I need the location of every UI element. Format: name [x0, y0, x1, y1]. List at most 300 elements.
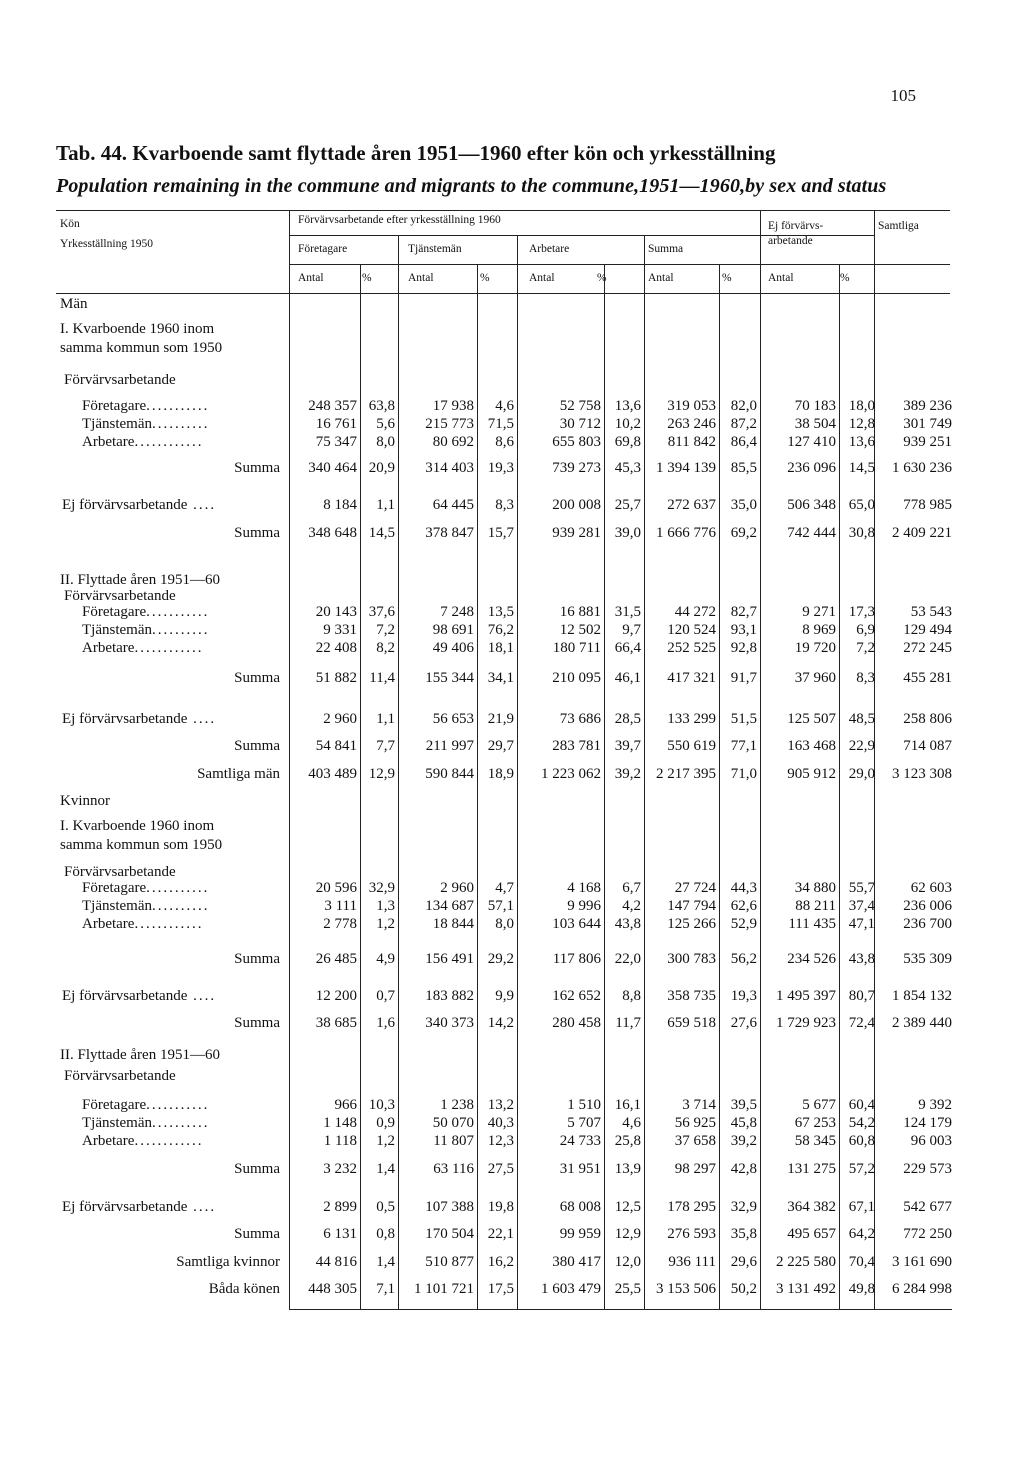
cell-nonworking-count: 742 444	[787, 525, 836, 541]
cell-sum-count: 272 637	[667, 497, 716, 513]
cell-nonworking-percent: 60,4	[848, 1097, 875, 1113]
cell-total-count: 389 236	[903, 398, 952, 414]
cell-workers-percent: 16,1	[614, 1097, 641, 1113]
cell-workers-percent: 25,5	[614, 1281, 641, 1297]
cell-sum-count: 1 666 776	[656, 525, 716, 541]
cell-total-count: 229 573	[903, 1161, 952, 1177]
row-label	[82, 622, 288, 639]
cell-workers-percent: 8,8	[622, 988, 641, 1004]
cell-companies-percent: 1,4	[376, 1161, 395, 1177]
column-rule	[398, 235, 399, 1309]
row-label-text: Tjänstemän	[82, 1115, 152, 1131]
cell-officials-percent: 8,3	[495, 497, 514, 513]
row-label	[82, 640, 288, 657]
cell-officials-count: 155 344	[425, 670, 474, 686]
cell-nonworking-percent: 47,1	[848, 916, 875, 932]
subheader-percent: %	[597, 272, 607, 284]
cell-workers-count: 30 712	[559, 416, 601, 432]
cell-companies-count: 340 464	[308, 460, 357, 476]
cell-nonworking-count: 127 410	[787, 434, 836, 450]
cell-workers-count: 9 996	[567, 898, 601, 914]
cell-nonworking-percent: 12,8	[848, 416, 875, 432]
cell-officials-percent: 22,1	[487, 1226, 514, 1242]
cell-sum-count: 936 111	[668, 1254, 716, 1270]
header-sum: Summa	[648, 243, 684, 255]
cell-sum-count: 252 525	[667, 640, 716, 656]
cell-sum-count: 811 842	[667, 434, 716, 450]
row-label-text: Arbetare	[82, 1133, 135, 1149]
cell-officials-count: 170 504	[425, 1226, 474, 1242]
cell-total-count: 1 854 132	[892, 988, 952, 1004]
cell-companies-count: 22 408	[315, 640, 357, 656]
cell-workers-percent: 4,6	[622, 1115, 641, 1131]
row-label-text: Arbetare	[82, 916, 135, 932]
section-heading: Förvärvsarbetande	[64, 864, 176, 880]
cell-nonworking-count: 905 912	[787, 766, 836, 782]
cell-sum-percent: 91,7	[730, 670, 757, 686]
cell-total-count: 236 006	[903, 898, 952, 914]
section-heading: I. Kvarboende 1960 inom	[60, 818, 215, 834]
row-label-text: Arbetare	[82, 640, 135, 656]
cell-nonworking-count: 70 183	[794, 398, 836, 414]
cell-companies-percent: 0,5	[376, 1199, 395, 1215]
cell-workers-percent: 39,7	[614, 738, 641, 754]
cell-officials-count: 378 847	[425, 525, 474, 541]
column-rule	[360, 264, 361, 1309]
leader-dots: ..........	[151, 416, 210, 432]
row-label-text: Ej förvärvsarbetande	[62, 711, 188, 727]
cell-workers-percent: 25,8	[614, 1133, 641, 1149]
cell-nonworking-count: 1 729 923	[776, 1015, 836, 1031]
cell-workers-count: 5 707	[567, 1115, 601, 1131]
cell-sum-count: 3 153 506	[656, 1281, 716, 1297]
cell-sum-count: 276 593	[667, 1226, 716, 1242]
leader-dots: ....	[187, 1199, 217, 1215]
cell-nonworking-count: 506 348	[787, 497, 836, 513]
column-rule	[719, 264, 720, 1309]
cell-workers-percent: 66,4	[614, 640, 641, 656]
cell-total-count: 542 677	[903, 1199, 952, 1215]
cell-sum-count: 37 658	[674, 1133, 716, 1149]
cell-companies-percent: 10,3	[368, 1097, 395, 1113]
cell-nonworking-percent: 60,8	[848, 1133, 875, 1149]
cell-officials-count: 107 388	[425, 1199, 474, 1215]
cell-companies-percent: 1,1	[376, 497, 395, 513]
cell-officials-count: 156 491	[425, 951, 474, 967]
cell-companies-percent: 7,2	[376, 622, 395, 638]
cell-total-count: 258 806	[903, 711, 952, 727]
cell-companies-percent: 20,9	[368, 460, 395, 476]
cell-nonworking-count: 5 677	[802, 1097, 836, 1113]
row-label-text: Företagare	[82, 398, 147, 414]
cell-officials-count: 11 807	[433, 1133, 474, 1149]
cell-sum-percent: 50,2	[730, 1281, 757, 1297]
cell-nonworking-percent: 70,4	[848, 1254, 875, 1270]
cell-total-count: 772 250	[903, 1226, 952, 1242]
table-title-english: Population remaining in the commune and migrants to the commune,1951—1960,by sex and status	[56, 175, 887, 197]
cell-nonworking-count: 67 253	[794, 1115, 836, 1131]
cell-nonworking-percent: 37,4	[848, 898, 875, 914]
cell-sum-percent: 93,1	[730, 622, 757, 638]
cell-sum-percent: 56,2	[730, 951, 757, 967]
table-title-swedish: Tab. 44. Kvarboende samt flyttade åren 1951—1960 efter kön och yrkesställning	[56, 141, 776, 165]
cell-nonworking-count: 19 720	[794, 640, 836, 656]
cell-companies-percent: 11,4	[369, 670, 395, 686]
subheader-count: Antal	[298, 272, 324, 284]
cell-nonworking-percent: 80,7	[848, 988, 875, 1004]
cell-companies-percent: 0,8	[376, 1226, 395, 1242]
leader-dots: ....	[187, 988, 217, 1004]
cell-workers-count: 180 711	[552, 640, 601, 656]
cell-companies-percent: 1,2	[376, 916, 395, 932]
cell-sum-percent: 71,0	[730, 766, 757, 782]
cell-total-count: 6 284 998	[892, 1281, 952, 1297]
cell-officials-percent: 17,5	[487, 1281, 514, 1297]
cell-sum-percent: 45,8	[730, 1115, 757, 1131]
cell-workers-percent: 10,2	[614, 416, 641, 432]
cell-companies-count: 3 232	[323, 1161, 357, 1177]
cell-sum-percent: 62,6	[730, 898, 757, 914]
cell-companies-percent: 1,3	[376, 898, 395, 914]
stub-rule	[289, 293, 290, 1309]
cell-workers-percent: 13,9	[614, 1161, 641, 1177]
cell-sum-percent: 42,8	[730, 1161, 757, 1177]
column-rule	[839, 264, 840, 1309]
row-label	[82, 398, 288, 415]
cell-sum-percent: 92,8	[730, 640, 757, 656]
cell-officials-count: 211 997	[425, 738, 474, 754]
leader-dots: ..........	[151, 622, 210, 638]
cell-nonworking-count: 9 271	[802, 604, 836, 620]
cell-total-count: 129 494	[903, 622, 952, 638]
leader-dots: ............	[134, 916, 204, 932]
table-bottom-rule	[289, 1309, 952, 1310]
leader-dots: ..........	[151, 1115, 210, 1131]
cell-nonworking-percent: 29,0	[848, 766, 875, 782]
leader-dots: ...........	[146, 398, 210, 414]
cell-total-count: 3 123 308	[892, 766, 952, 782]
cell-officials-count: 64 445	[432, 497, 474, 513]
cell-nonworking-count: 163 468	[787, 738, 836, 754]
cell-total-count: 62 603	[910, 880, 952, 896]
cell-companies-count: 2 778	[323, 916, 357, 932]
cell-companies-count: 3 111	[324, 898, 357, 914]
stub-header-status: Yrkesställning 1950	[60, 238, 153, 250]
cell-nonworking-percent: 72,4	[848, 1015, 875, 1031]
cell-officials-percent: 16,2	[487, 1254, 514, 1270]
cell-workers-percent: 12,5	[614, 1199, 641, 1215]
cell-companies-count: 38 685	[315, 1015, 357, 1031]
cell-officials-percent: 13,2	[487, 1097, 514, 1113]
subheader-count: Antal	[408, 272, 434, 284]
cell-officials-percent: 18,9	[487, 766, 514, 782]
cell-companies-percent: 12,9	[368, 766, 395, 782]
cell-officials-percent: 14,2	[487, 1015, 514, 1031]
cell-nonworking-count: 364 382	[787, 1199, 836, 1215]
header-officials: Tjänstemän	[408, 243, 462, 255]
cell-sum-count: 2 217 395	[656, 766, 716, 782]
cell-sum-count: 120 524	[667, 622, 716, 638]
row-label-text: Tjänstemän	[82, 416, 152, 432]
leader-dots: ..........	[151, 898, 210, 914]
cell-sum-percent: 82,7	[730, 604, 757, 620]
cell-nonworking-percent: 17,3	[848, 604, 875, 620]
cell-sum-percent: 51,5	[730, 711, 757, 727]
cell-workers-count: 655 803	[552, 434, 601, 450]
subheader-percent: %	[362, 272, 372, 284]
cell-companies-count: 448 305	[308, 1281, 357, 1297]
cell-nonworking-percent: 43,8	[848, 951, 875, 967]
row-label	[82, 1097, 288, 1114]
cell-officials-count: 1 101 721	[414, 1281, 474, 1297]
section-heading: II. Flyttade åren 1951—60	[60, 1047, 220, 1063]
cell-companies-count: 9 331	[323, 622, 357, 638]
cell-nonworking-count: 88 211	[795, 898, 836, 914]
cell-total-count: 124 179	[903, 1115, 952, 1131]
cell-officials-percent: 19,3	[487, 460, 514, 476]
cell-companies-percent: 1,6	[376, 1015, 395, 1031]
row-label	[62, 497, 290, 514]
cell-workers-count: 1 510	[567, 1097, 601, 1113]
section-heading: Män	[60, 296, 88, 312]
cell-companies-percent: 63,8	[368, 398, 395, 414]
cell-workers-count: 380 417	[552, 1254, 601, 1270]
cell-nonworking-count: 495 657	[787, 1226, 836, 1242]
cell-sum-count: 133 299	[667, 711, 716, 727]
cell-nonworking-percent: 55,7	[848, 880, 875, 896]
cell-officials-count: 314 403	[425, 460, 474, 476]
row-label: Samtliga kvinnor	[176, 1254, 280, 1270]
cell-workers-count: 117 806	[552, 951, 601, 967]
cell-workers-percent: 31,5	[614, 604, 641, 620]
leader-dots: ...........	[146, 1097, 210, 1113]
cell-companies-percent: 1,2	[376, 1133, 395, 1149]
column-rule	[477, 264, 478, 1309]
cell-workers-count: 939 281	[552, 525, 601, 541]
cell-nonworking-percent: 65,0	[848, 497, 875, 513]
cell-total-count: 9 392	[918, 1097, 952, 1113]
cell-workers-count: 210 095	[552, 670, 601, 686]
cell-total-count: 272 245	[903, 640, 952, 656]
cell-officials-percent: 8,0	[495, 916, 514, 932]
cell-sum-count: 1 394 139	[656, 460, 716, 476]
cell-companies-count: 8 184	[323, 497, 357, 513]
cell-workers-count: 68 008	[559, 1199, 601, 1215]
cell-workers-percent: 28,5	[614, 711, 641, 727]
cell-workers-percent: 46,1	[614, 670, 641, 686]
cell-nonworking-percent: 14,5	[848, 460, 875, 476]
row-label-text: Ej förvärvsarbetande	[62, 1199, 188, 1215]
cell-companies-percent: 32,9	[368, 880, 395, 896]
cell-officials-count: 510 877	[425, 1254, 474, 1270]
cell-workers-percent: 25,7	[614, 497, 641, 513]
cell-nonworking-count: 131 275	[787, 1161, 836, 1177]
section-heading: II. Flyttade åren 1951—60	[60, 572, 220, 588]
cell-officials-percent: 76,2	[487, 622, 514, 638]
cell-sum-percent: 87,2	[730, 416, 757, 432]
cell-nonworking-count: 37 960	[794, 670, 836, 686]
cell-workers-percent: 9,7	[622, 622, 641, 638]
cell-total-count: 96 003	[910, 1133, 952, 1149]
cell-workers-count: 283 781	[552, 738, 601, 754]
cell-companies-percent: 8,2	[376, 640, 395, 656]
cell-workers-percent: 22,0	[614, 951, 641, 967]
cell-total-count: 3 161 690	[892, 1254, 952, 1270]
cell-officials-percent: 4,7	[495, 880, 514, 896]
cell-sum-count: 3 714	[682, 1097, 716, 1113]
cell-workers-count: 280 458	[552, 1015, 601, 1031]
cell-workers-count: 1 223 062	[541, 766, 601, 782]
header-end-rule	[56, 293, 950, 294]
cell-officials-count: 63 116	[433, 1161, 474, 1177]
row-label-text: Företagare	[82, 1097, 147, 1113]
cell-sum-percent: 29,6	[730, 1254, 757, 1270]
cell-companies-count: 348 648	[308, 525, 357, 541]
row-label: Summa	[234, 1161, 280, 1177]
cell-nonworking-percent: 22,9	[848, 738, 875, 754]
cell-workers-count: 73 686	[559, 711, 601, 727]
cell-officials-percent: 18,1	[487, 640, 514, 656]
cell-sum-percent: 69,2	[730, 525, 757, 541]
cell-officials-count: 1 238	[440, 1097, 474, 1113]
cell-companies-count: 6 131	[323, 1226, 357, 1242]
column-rule	[644, 235, 645, 1309]
cell-workers-count: 103 644	[552, 916, 601, 932]
cell-workers-count: 99 959	[559, 1226, 601, 1242]
cell-nonworking-count: 2 225 580	[776, 1254, 836, 1270]
cell-officials-percent: 57,1	[487, 898, 514, 914]
cell-officials-count: 49 406	[432, 640, 474, 656]
cell-total-count: 939 251	[903, 434, 952, 450]
row-label: Summa	[234, 670, 280, 686]
cell-officials-count: 98 691	[432, 622, 474, 638]
section-heading: I. Kvarboende 1960 inom	[60, 321, 215, 337]
leader-dots: ...........	[146, 604, 210, 620]
cell-companies-percent: 1,1	[376, 711, 395, 727]
cell-companies-count: 16 761	[315, 416, 357, 432]
cell-sum-percent: 27,6	[730, 1015, 757, 1031]
cell-companies-count: 2 960	[323, 711, 357, 727]
cell-workers-percent: 11,7	[615, 1015, 641, 1031]
cell-workers-count: 52 758	[559, 398, 601, 414]
cell-nonworking-percent: 18,0	[848, 398, 875, 414]
cell-companies-count: 51 882	[315, 670, 357, 686]
cell-workers-count: 739 273	[552, 460, 601, 476]
cell-nonworking-count: 236 096	[787, 460, 836, 476]
section-heading: Förvärvsarbetande	[64, 372, 176, 388]
cell-total-count: 236 700	[903, 916, 952, 932]
cell-officials-count: 56 653	[432, 711, 474, 727]
section-heading: samma kommun som 1950	[60, 340, 223, 356]
cell-sum-count: 417 321	[667, 670, 716, 686]
cell-sum-percent: 35,0	[730, 497, 757, 513]
subheader-percent: %	[480, 272, 490, 284]
cell-nonworking-percent: 8,3	[856, 670, 875, 686]
cell-nonworking-count: 111 435	[788, 916, 836, 932]
row-label-text: Arbetare	[82, 434, 135, 450]
cell-companies-percent: 0,9	[376, 1115, 395, 1131]
row-label-text: Tjänstemän	[82, 898, 152, 914]
cell-sum-count: 98 297	[674, 1161, 716, 1177]
cell-companies-percent: 1,4	[376, 1254, 395, 1270]
leader-dots: ............	[134, 434, 204, 450]
cell-sum-count: 263 246	[667, 416, 716, 432]
cell-sum-count: 300 783	[667, 951, 716, 967]
cell-sum-percent: 85,5	[730, 460, 757, 476]
cell-nonworking-count: 8 969	[802, 622, 836, 638]
row-label	[82, 1115, 288, 1132]
cell-sum-count: 125 266	[667, 916, 716, 932]
row-label	[62, 988, 290, 1005]
section-heading: samma kommun som 1950	[60, 837, 223, 853]
cell-total-count: 778 985	[903, 497, 952, 513]
cell-officials-percent: 27,5	[487, 1161, 514, 1177]
row-label-text: Tjänstemän	[82, 622, 152, 638]
column-rule	[517, 235, 518, 1309]
cell-sum-count: 178 295	[667, 1199, 716, 1215]
header-nonworking-1: Ej förvärvs-	[768, 220, 824, 232]
cell-sum-percent: 86,4	[730, 434, 757, 450]
cell-workers-percent: 6,7	[622, 880, 641, 896]
cell-officials-count: 7 248	[440, 604, 474, 620]
cell-total-count: 1 630 236	[892, 460, 952, 476]
cell-total-count: 455 281	[903, 670, 952, 686]
cell-total-count: 2 389 440	[892, 1015, 952, 1031]
cell-companies-count: 12 200	[315, 988, 357, 1004]
leader-dots: ............	[134, 1133, 204, 1149]
subheader-count: Antal	[529, 272, 555, 284]
cell-companies-count: 403 489	[308, 766, 357, 782]
cell-workers-count: 16 881	[559, 604, 601, 620]
cell-companies-count: 2 899	[323, 1199, 357, 1215]
cell-officials-percent: 21,9	[487, 711, 514, 727]
cell-officials-count: 590 844	[425, 766, 474, 782]
header-bottom-rule	[289, 264, 950, 265]
column-rule	[760, 210, 761, 1309]
cell-workers-count: 162 652	[552, 988, 601, 1004]
row-label-text: Ej förvärvsarbetande	[62, 988, 188, 1004]
header-nonworking-2: arbetande	[768, 235, 813, 247]
cell-nonworking-count: 1 495 397	[776, 988, 836, 1004]
cell-officials-percent: 8,6	[495, 434, 514, 450]
cell-nonworking-count: 125 507	[787, 711, 836, 727]
cell-sum-count: 358 735	[667, 988, 716, 1004]
leader-dots: ............	[134, 640, 204, 656]
cell-nonworking-percent: 7,2	[856, 640, 875, 656]
subheader-count: Antal	[768, 272, 794, 284]
subheader-percent: %	[722, 272, 732, 284]
cell-workers-percent: 69,8	[614, 434, 641, 450]
row-label: Summa	[234, 951, 280, 967]
cell-workers-percent: 39,2	[614, 766, 641, 782]
cell-sum-count: 550 619	[667, 738, 716, 754]
cell-companies-percent: 14,5	[368, 525, 395, 541]
cell-companies-count: 20 143	[315, 604, 357, 620]
cell-sum-count: 27 724	[674, 880, 716, 896]
cell-officials-count: 215 773	[425, 416, 474, 432]
row-label	[62, 1199, 290, 1216]
cell-companies-percent: 4,9	[376, 951, 395, 967]
cell-sum-count: 147 794	[667, 898, 716, 914]
cell-companies-percent: 5,6	[376, 416, 395, 432]
cell-sum-percent: 39,5	[730, 1097, 757, 1113]
cell-officials-percent: 29,2	[487, 951, 514, 967]
cell-companies-count: 75 347	[315, 434, 357, 450]
row-label-text: Företagare	[82, 604, 147, 620]
cell-officials-percent: 4,6	[495, 398, 514, 414]
cell-total-count: 2 409 221	[892, 525, 952, 541]
cell-sum-percent: 39,2	[730, 1133, 757, 1149]
